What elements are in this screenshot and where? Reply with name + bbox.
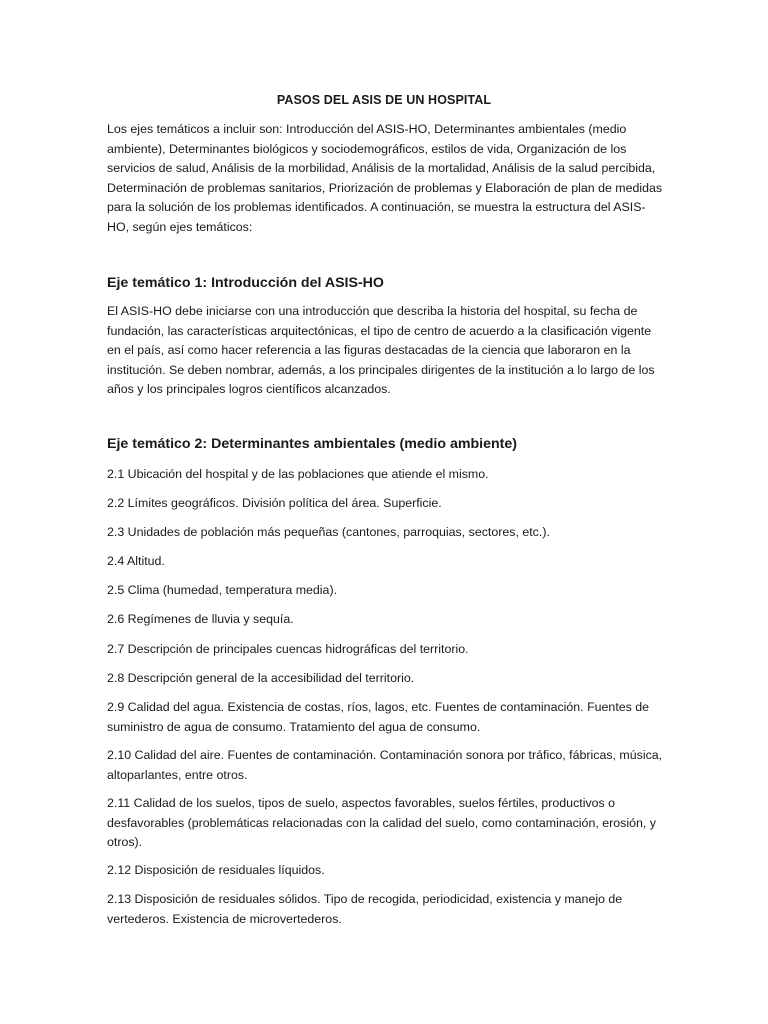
list-item: 2.4 Altitud.: [107, 554, 165, 568]
list-item: 2.12 Disposición de residuales líquidos.: [107, 863, 325, 877]
list-item: 2.6 Regímenes de lluvia y sequía.: [107, 612, 294, 626]
list-item: 2.3 Unidades de población más pequeñas (cantones, parroquias, sectores, etc.).: [107, 525, 550, 539]
section-2-heading: Eje temático 2: Determinantes ambientales (medio ambiente): [107, 436, 517, 452]
list-item: 2.1 Ubicación del hospital y de las poblaciones que atiende el mismo.: [107, 467, 489, 481]
list-item: 2.5 Clima (humedad, temperatura media).: [107, 583, 338, 597]
intro-paragraph: Los ejes temáticos a incluir son: Introducción del ASIS-HO, Determinantes ambientales (medio ambiente), Determinantes biológicos y sociodemográficos, estilos de vida, Organización de los servicios de salud, Análisis de la morbilidad, Análisis de la mortalidad, Análisis de la salud percibida, Determinación de problemas sanitarios, Priorización de problemas y Elaboración de plan de medidas para la solución de los problemas identificados. A continuación, se muestra la estructura del ASIS-HO, según ejes temáticos:: [107, 122, 663, 234]
list-item: 2.13 Disposición de residuales sólidos. Tipo de recogida, periodicidad, existencia y manejo de vertederos. Existencia de microvertederos.: [107, 892, 623, 926]
list-item: 2.2 Límites geográficos. División política del área. Superficie.: [107, 496, 442, 510]
list-item: 2.10 Calidad del aire. Fuentes de contaminación. Contaminación sonora por tráfico, fábricas, música, altoparlantes, entre otros.: [107, 748, 663, 782]
list-item: 2.9 Calidad del agua. Existencia de costas, ríos, lagos, etc. Fuentes de contaminación. Fuentes de suministro de agua de consumo. Tratamiento del agua de consumo.: [107, 700, 650, 734]
list-item: 2.8 Descripción general de la accesibilidad del territorio.: [107, 671, 415, 685]
list-item: 2.11 Calidad de los suelos, tipos de suelo, aspectos favorables, suelos fértiles, productivos o desfavorables (problemáticas relacionadas con la calidad del suelo, como contaminación, erosión, y otros).: [107, 796, 656, 850]
section-1-heading: Eje temático 1: Introducción del ASIS-HO: [107, 275, 384, 291]
section-1-body: El ASIS-HO debe iniciarse con una introducción que describa la historia del hospital, su fecha de fundación, las características arquitectónicas, el tipo de centro de acuerdo a la clasificación vigente en el país, así como hacer referencia a las figuras destacadas de la ciencia que laboraron en la institución. Se deben nombrar, además, a los principales dirigentes de la institución a lo largo de los años y los principales logros científicos alcanzados.: [107, 304, 655, 397]
list-item: 2.7 Descripción de principales cuencas hidrográficas del territorio.: [107, 642, 469, 656]
document-title: PASOS DEL ASIS DE UN HOSPITAL: [276, 93, 492, 107]
